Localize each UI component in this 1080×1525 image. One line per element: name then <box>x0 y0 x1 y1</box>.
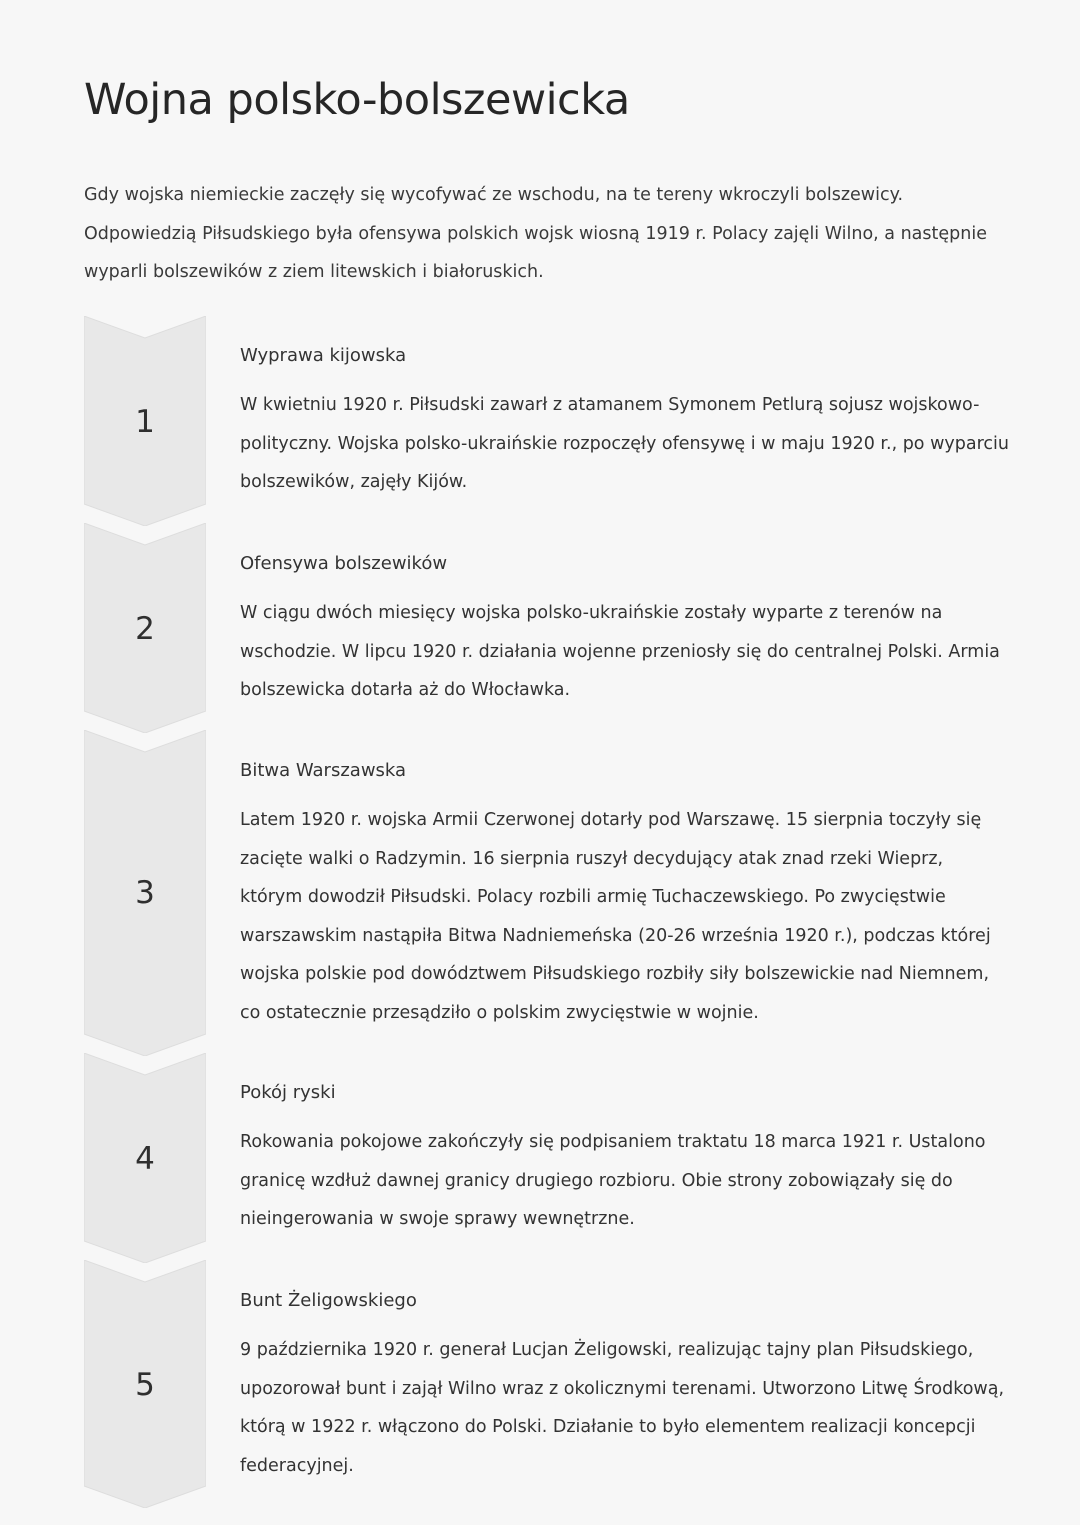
step-title: Pokój ryski <box>240 1082 336 1103</box>
intro-paragraph: Gdy wojska niemieckie zaczęły się wycofywać ze wschodu, na te tereny wkroczyli bolszewicy. Odpowiedzią Piłsudskiego była ofensywa polskich wojsk wiosną 1919 r. Polacy zajęli Wilno, a następnie wyparli bolszewików z ziem litewskich i białoruskich. <box>84 185 987 282</box>
step-number: 3 <box>135 875 155 911</box>
step-number: 5 <box>135 1367 155 1403</box>
step-title: Bitwa Warszawska <box>240 760 407 781</box>
step-title: Bunt Żeligowskiego <box>240 1290 417 1311</box>
step-text: Latem 1920 r. wojska Armii Czerwonej dotarły pod Warszawę. 15 sierpnia toczyły się zacięte walki o Radzymin. 16 sierpnia ruszył decydujący atak znad rzeki Wieprz, którym dowodził Piłsudski. Polacy rozbili armię Tuchaczewskiego. Po zwycięstwie warszawskim nastąpiła Bitwa Nadniemeńska (20-26 września 1920 r.), podczas której wojska polskie pod dowództwem Piłsudskiego rozbiły siły bolszewickie nad Niemnem, co ostatecznie przesądziło o polskim zwycięstwie w wojnie. <box>240 810 991 1023</box>
step-text: W kwietniu 1920 r. Piłsudski zawarł z atamanem Symonem Petlurą sojusz wojskowo-polityczny. Wojska polsko-ukraińskie rozpoczęły ofensywę i w maju 1920 r., po wyparciu bolszewików, zajęły Kijów. <box>240 395 1009 492</box>
page-title: Wojna polsko-bolszewicka <box>84 75 630 125</box>
step-number: 4 <box>135 1141 155 1177</box>
step-title: Ofensywa bolszewików <box>240 553 448 574</box>
step-text: W ciągu dwóch miesięcy wojska polsko-ukraińskie zostały wyparte z terenów na wschodzie. W lipcu 1920 r. działania wojenne przeniosły się do centralnej Polski. Armia bolszewicka dotarła aż do Włocławka. <box>240 603 1000 700</box>
step-number: 1 <box>135 404 155 440</box>
step-number: 2 <box>135 611 155 647</box>
step-text: Rokowania pokojowe zakończyły się podpisaniem traktatu 18 marca 1921 r. Ustalono granicę wzdłuż dawnej granicy drugiego rozbioru. Obie strony zobowiązały się do nieingerowania w swoje sprawy wewnętrzne. <box>240 1132 986 1229</box>
step-text: 9 października 1920 r. generał Lucjan Żeligowski, realizując tajny plan Piłsudskiego, upozorował bunt i zajął Wilno wraz z okolicznymi terenami. Utworzono Litwę Środkową, którą w 1922 r. włączono do Polski. Działanie to było elementem realizacji koncepcji federacyjnej. <box>240 1340 1005 1476</box>
step-title: Wyprawa kijowska <box>240 345 407 366</box>
